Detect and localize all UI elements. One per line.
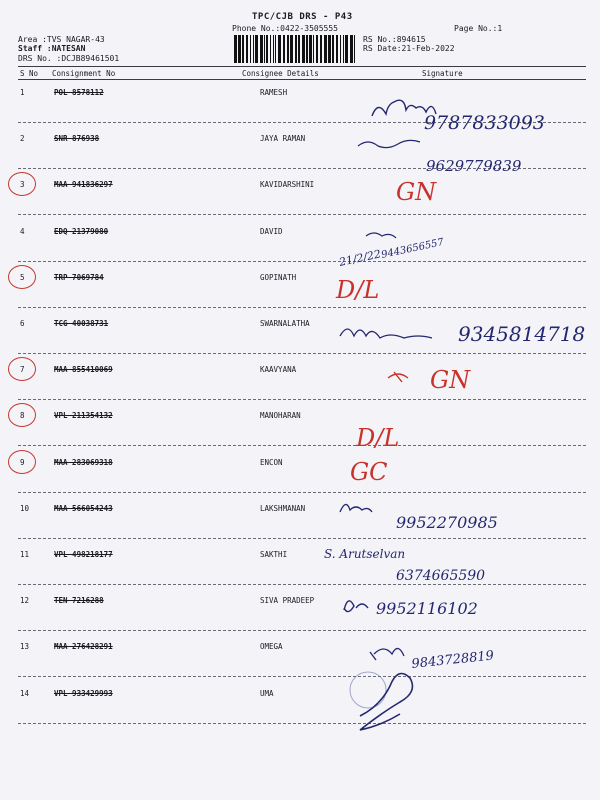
row-consignee-name: KAVIDARSHINI <box>260 180 315 190</box>
barcode-bar <box>253 35 254 63</box>
row-divider <box>18 214 586 215</box>
row-consignee-name: LAKSHMANAN <box>260 503 306 513</box>
red-circle-mark <box>8 450 36 474</box>
table-row <box>0 88 600 134</box>
row-divider <box>18 538 586 539</box>
barcode-bar <box>278 35 281 63</box>
barcode-bar <box>238 35 241 63</box>
row-divider <box>18 445 586 446</box>
barcode-bar <box>246 35 248 63</box>
barcode-bar <box>290 35 293 63</box>
barcode-bar <box>295 35 297 63</box>
table-row <box>0 227 600 273</box>
row-serial-number: 2 <box>20 134 25 144</box>
rs-number: RS No.:894615 <box>363 35 426 44</box>
row-serial-number: 7 <box>20 365 25 375</box>
row-serial-number: 14 <box>20 688 30 698</box>
handwritten-name-11: S. Arutselvan <box>324 547 406 561</box>
barcode-bar <box>309 35 312 63</box>
barcode-bar <box>275 35 276 63</box>
handwritten-phone-6: 9345814718 <box>458 322 586 346</box>
table-row <box>0 180 600 226</box>
barcode-bar <box>266 35 268 63</box>
barcode-bar <box>270 35 271 63</box>
row-consignment-number: SNR 876938 <box>54 134 100 144</box>
row-consignment-number: MAA 566054243 <box>54 503 113 513</box>
row-serial-number: 3 <box>20 180 25 190</box>
row-serial-number: 4 <box>20 226 25 236</box>
barcode-bar <box>328 35 331 63</box>
row-divider <box>18 584 586 585</box>
row-divider <box>18 261 586 262</box>
row-consignment-number: VPL 498218177 <box>54 550 113 559</box>
table-row <box>0 550 600 596</box>
barcode-bar <box>260 35 263 63</box>
row-divider <box>18 676 586 677</box>
page-number: Page No.:1 <box>454 24 503 33</box>
barcode-bar <box>287 35 289 63</box>
handwritten-mark-8: D/L <box>356 424 400 452</box>
row-consignee-name: RAMESH <box>260 88 288 97</box>
row-consignee-name: OMEGA <box>260 642 283 652</box>
row-consignee-name: GOPINATH <box>260 272 297 282</box>
table-row <box>0 134 600 180</box>
table-row <box>0 596 600 642</box>
row-consignee-name: MANOHARAN <box>260 411 301 421</box>
table-row <box>0 365 600 411</box>
barcode-bar <box>350 35 353 63</box>
phone-number: Phone No.:0422-3505555 <box>232 24 338 33</box>
red-circle-mark <box>8 357 36 381</box>
barcode-bar <box>332 35 334 63</box>
row-serial-number: 6 <box>20 319 25 328</box>
barcode <box>234 35 358 63</box>
row-divider <box>18 307 586 308</box>
row-divider <box>18 723 586 724</box>
barcode-bar <box>320 35 322 63</box>
area-label: Area :TVS NAGAR-43 <box>18 35 105 44</box>
row-divider <box>18 353 586 354</box>
red-circle-mark <box>8 265 36 289</box>
barcode-bar <box>336 35 338 63</box>
row-consignment-number: TEN 7216288 <box>54 596 104 606</box>
barcode-bar <box>324 35 327 63</box>
row-serial-number: 9 <box>20 457 25 467</box>
header-rule-top <box>18 66 586 67</box>
handwritten-phone-4: 9443656557 <box>380 236 445 261</box>
row-consignee-name: UMA <box>260 688 274 698</box>
row-consignment-number: MAA 276428291 <box>54 642 113 652</box>
row-consignment-number: VPL 933429993 <box>54 688 113 698</box>
barcode-bar <box>242 35 244 63</box>
handwritten-mark-5: D/L <box>336 276 380 304</box>
drs-number: DRS No. :DCJB89461501 <box>18 54 120 63</box>
table-row <box>0 458 600 504</box>
row-serial-number: 13 <box>20 642 30 652</box>
barcode-bar <box>343 35 344 63</box>
handwritten-phone-1: 9787833093 <box>424 112 545 134</box>
col-head-signature: Signature <box>422 69 463 78</box>
red-circle-mark <box>8 403 36 427</box>
barcode-bar <box>302 35 305 63</box>
handwritten-date-4: 21/2/22 <box>337 247 383 269</box>
row-serial-number: 12 <box>20 596 30 606</box>
sheet-title: TPC/CJB DRS - P43 <box>252 12 353 22</box>
table-row <box>0 504 600 550</box>
table-row <box>0 642 600 688</box>
row-consignee-name: JAYA RAMAN <box>260 134 306 144</box>
row-consignee-name: DAVID <box>260 226 283 236</box>
row-serial-number: 1 <box>20 88 25 97</box>
table-row <box>0 319 600 365</box>
row-consignment-number: MAA 283069318 <box>54 457 113 467</box>
handwritten-mark-7: GN <box>430 366 471 394</box>
row-consignee-name: SIVA PRADEEP <box>260 596 315 606</box>
barcode-bar <box>354 35 355 63</box>
row-consignment-number: MAA 855410069 <box>54 365 113 375</box>
barcode-bar <box>306 35 308 63</box>
barcode-bar <box>255 35 258 63</box>
barcode-bar <box>316 35 318 63</box>
row-consignment-number: POL 8578112 <box>54 88 104 97</box>
barcode-bar <box>313 35 314 63</box>
row-serial-number: 10 <box>20 503 30 513</box>
red-circle-mark <box>8 172 36 196</box>
barcode-bar <box>250 35 251 63</box>
row-consignment-number: EDQ 21379080 <box>54 226 109 236</box>
row-consignee-name: ENCON <box>260 457 283 467</box>
col-head-consignment: Consignment No <box>52 69 116 78</box>
barcode-bar <box>345 35 348 63</box>
staff-label: Staff :NATESAN <box>18 44 86 53</box>
row-consignment-number: VPL 211354132 <box>54 411 113 421</box>
table-row <box>0 689 600 735</box>
handwritten-phone-13: 9843728819 <box>410 648 495 672</box>
row-serial-number: 8 <box>20 411 25 421</box>
handwritten-phone-2: 9629779839 <box>426 157 522 175</box>
row-serial-number: 11 <box>20 550 30 559</box>
handwritten-mark-9: GC <box>350 458 388 486</box>
row-consignee-name: SWARNALATHA <box>260 319 310 328</box>
row-consignment-number: MAA 941836297 <box>54 180 113 190</box>
row-consignment-number: TCG 40038731 <box>54 319 109 328</box>
row-serial-number: 5 <box>20 272 25 282</box>
row-consignee-name: SAKTHI <box>260 550 288 559</box>
row-divider <box>18 399 586 400</box>
barcode-bar <box>283 35 285 63</box>
barcode-bar <box>340 35 341 63</box>
header-rule-bottom <box>18 79 586 80</box>
row-consignee-name: KAAVYANA <box>260 365 297 375</box>
rs-date: RS Date:21-Feb-2022 <box>363 44 455 53</box>
table-row <box>0 273 600 319</box>
handwritten-phone-11: 6374665590 <box>396 568 486 584</box>
barcode-bar <box>264 35 265 63</box>
col-head-consignee: Consignee Details <box>242 69 319 78</box>
row-consignment-number: TRP 7069784 <box>54 272 104 282</box>
row-divider <box>18 168 586 169</box>
barcode-bar <box>298 35 300 63</box>
row-divider <box>18 492 586 493</box>
handwritten-phone-10: 9952270985 <box>396 513 498 532</box>
handwritten-mark-3: GN <box>396 178 437 206</box>
barcode-bar <box>273 35 274 63</box>
table-row <box>0 411 600 457</box>
col-head-sno: S No <box>20 69 39 78</box>
row-divider <box>18 122 586 123</box>
barcode-bar <box>234 35 237 63</box>
row-divider <box>18 630 586 631</box>
handwritten-phone-12: 9952116102 <box>376 599 478 618</box>
